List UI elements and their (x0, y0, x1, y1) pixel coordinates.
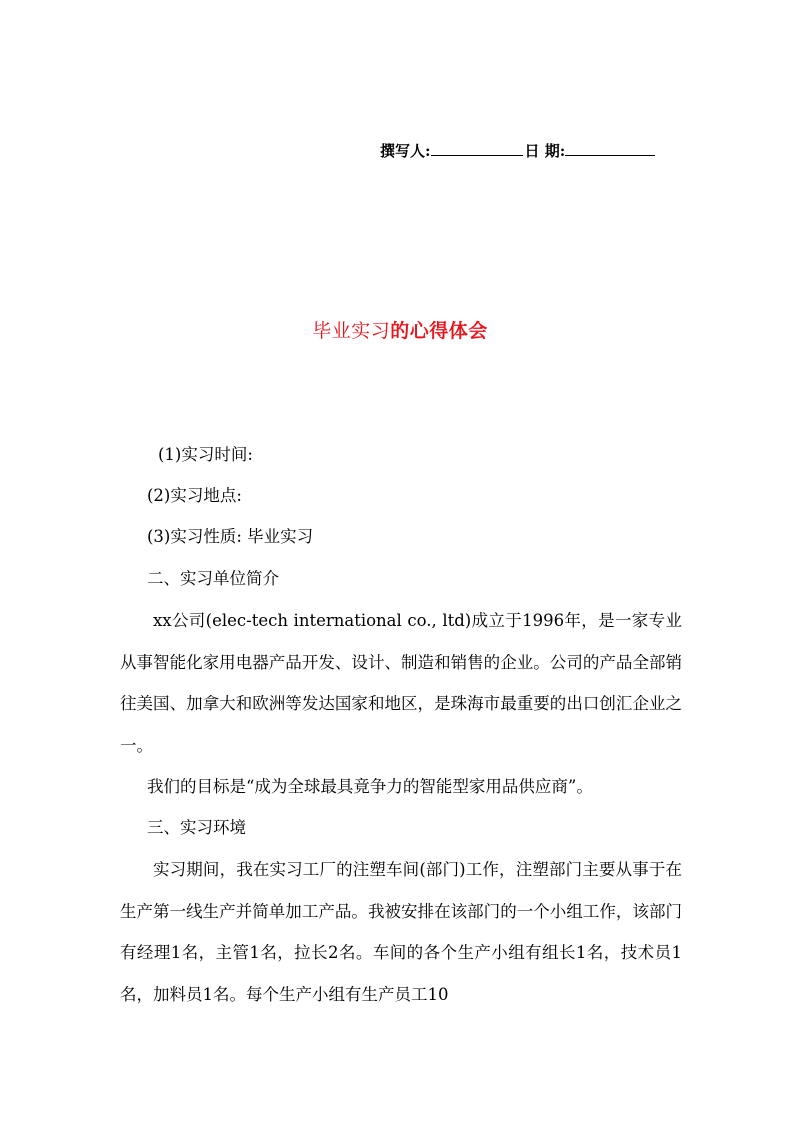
date-blank (565, 141, 655, 156)
section-heading-environment: 三、实习环境 (147, 818, 246, 837)
internship-nature-item: (3)实习性质: 毕业实习 (147, 527, 314, 546)
section-heading-company: 二、实习单位简介 (147, 569, 279, 588)
title-part-1: 毕业实习 (312, 320, 391, 342)
author-label: 撰写人: (380, 142, 431, 160)
author-date-line (380, 140, 655, 161)
internship-time-item: (1)实习时间: (158, 445, 253, 464)
date-label: 日 期: (524, 142, 566, 160)
internship-location-item: (2)实习地点: (147, 486, 242, 505)
goal-paragraph: 我们的目标是“成为全球最具竟争力的智能型家用品供应商”。 (147, 777, 593, 796)
company-intro-paragraph: xx公司(elec-tech international co., ltd)成立于1996年，是一家专业从事智能化家用电器产品开发、设计、制造和销售的企业。公司的产品全部销往美国、加拿大和欧洲等发达国家和地区，是珠海市最重要的出口创汇企业之一。 (120, 611, 682, 755)
document-title (0, 316, 800, 343)
environment-paragraph: 实习期间，我在实习工厂的注塑车间(部门)工作，注塑部门主要从事于在生产第一线生产并简单加工产品。我被安排在该部门的一个小组工作，该部门有经理1名，主管1名，拉长2名。车间的各个生产小组有组长1名，技术员1名，加料员1名。每个生产小组有生产员工10 (120, 860, 682, 1004)
title-part-2: 的心得体会 (390, 320, 488, 342)
author-blank (431, 141, 523, 156)
